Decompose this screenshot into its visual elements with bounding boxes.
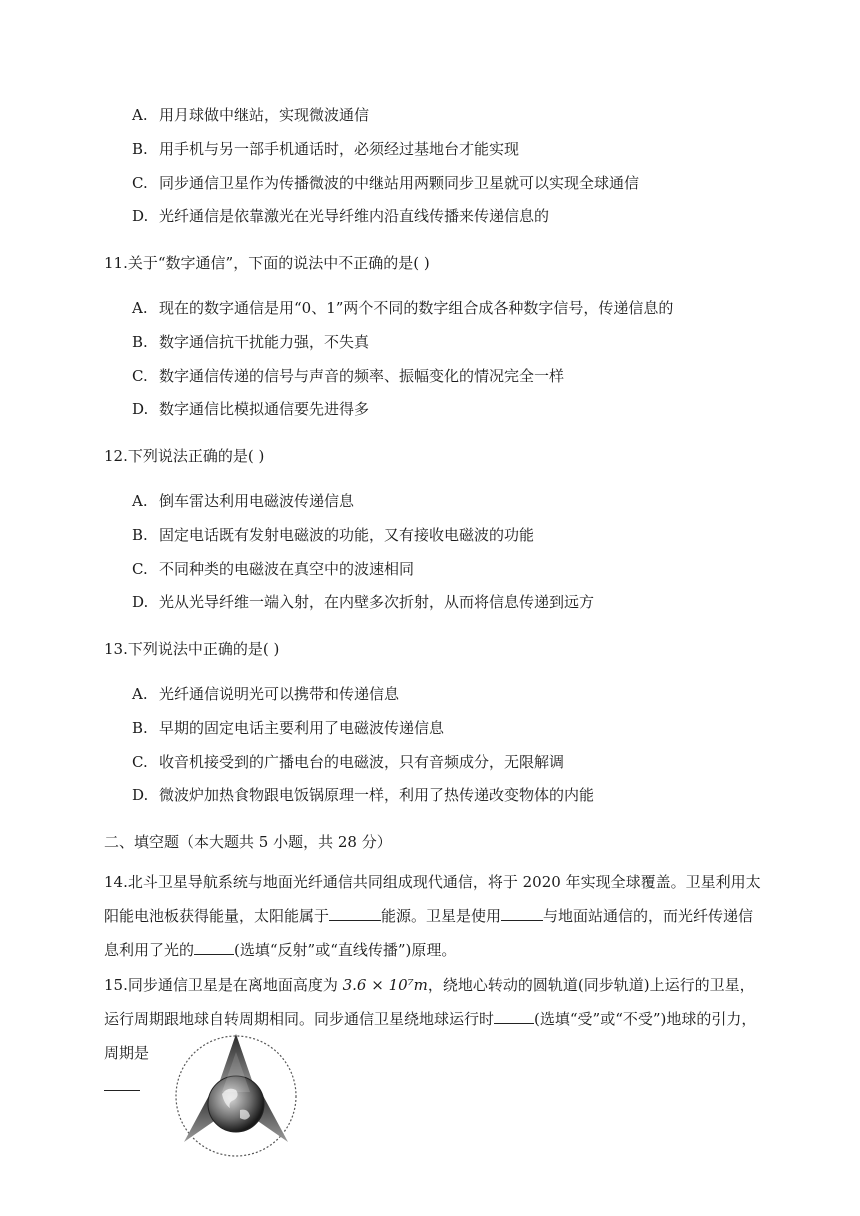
q13-option-d: D. 微波炉加热食物跟电饭锅原理一样，利用了热传递改变物体的内能 [132, 786, 595, 804]
q11-stem: 11.关于“数字通信”，下面的说法中不正确的是( ) [104, 254, 430, 272]
q12-option-b: B. 固定电话既有发射电磁波的功能，又有接收电磁波的功能 [132, 526, 535, 544]
q15-height-formula: 3.6 × 10⁷m [342, 976, 428, 994]
q13-option-a: A. 光纤通信说明光可以携带和传递信息 [132, 685, 400, 703]
q15-blank-2[interactable] [104, 1074, 140, 1096]
q14-paragraph: 14.北斗卫星导航系统与地面光纤通信共同组成现代通信，将于 2020 年实现全球覆盖。卫星利用太阳能电池板获得能量，太阳能属于 能源。卫星是使用 与地面站通信的，而光纤传递信息利用了光的 (选填“反射”或“直线传播”)原理。 [104, 873, 761, 959]
q13-option-c: C. 收音机接受到的广播电台的电磁波，只有音频成分，无限解调 [132, 753, 565, 771]
q10-option-d: D. 光纤通信是依靠激光在光导纤维内沿直线传播来传递信息的 [132, 207, 550, 225]
q11-option-a: A. 现在的数字通信是用“0、1”两个不同的数字组合成各种数字信号，传递信息的 [132, 299, 674, 317]
q10-option-b: B. 用手机与另一部手机通话时，必须经过基地台才能实现 [132, 140, 520, 158]
q13-stem: 13.下列说法中正确的是( ) [104, 640, 280, 658]
section-heading: 二、填空题（本大题共 5 小题，共 28 分） [104, 833, 392, 851]
q12-option-c: C. 不同种类的电磁波在真空中的波速相同 [132, 560, 415, 578]
q15-blank-1[interactable] [494, 1007, 534, 1024]
q14-blank-3[interactable] [194, 938, 234, 955]
q15-paragraph: 15.同步通信卫星是在离地面高度为 3.6 × 10⁷m，绕地心转动的圆轨道(同步轨道)上运行的卫星，运行周期跟地球自转周期相同。同步通信卫星绕地球运行时 (选填“受”或“不受”)地球的引力， 周期是 [104, 976, 757, 1062]
satellite-orbit-figure [170, 1030, 302, 1162]
q11-option-c: C. 数字通信传递的信号与声音的频率、振幅变化的情况完全一样 [132, 367, 565, 385]
q12-option-a: A. 倒车雷达利用电磁波传递信息 [132, 492, 355, 510]
q12-stem: 12.下列说法正确的是( ) [104, 447, 265, 465]
q13-option-b: B. 早期的固定电话主要利用了电磁波传递信息 [132, 719, 445, 737]
q11-option-b: B. 数字通信抗干扰能力强，不失真 [132, 333, 370, 351]
q10-option-c: C. 同步通信卫星作为传播微波的中继站用两颗同步卫星就可以实现全球通信 [132, 174, 640, 192]
q12-option-d: D. 光从光导纤维一端入射，在内壁多次折射，从而将信息传递到远方 [132, 593, 595, 611]
q14-blank-1[interactable] [329, 904, 381, 921]
q14-blank-2[interactable] [501, 904, 543, 921]
q10-option-a: A. 用月球做中继站，实现微波通信 [132, 106, 370, 124]
q11-option-d: D. 数字通信比模拟通信要先进得多 [132, 400, 370, 418]
